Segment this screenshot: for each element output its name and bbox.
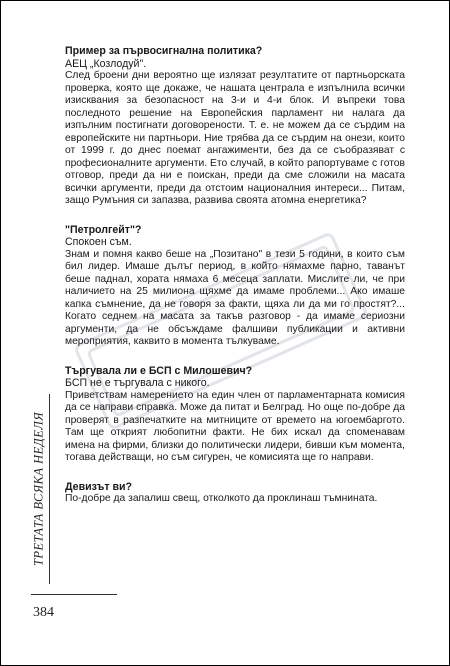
answer-paragraph: По-добре да запалиш свещ, отколкото да проклинаш тъмнината. — [65, 493, 378, 504]
question-text: Търгувала ли е БСП с Милошевич? — [65, 364, 253, 377]
page-number: 384 — [33, 605, 54, 620]
short-answer: БСП не е търгувала с никого. — [65, 377, 210, 389]
vertical-rule — [49, 394, 50, 584]
question-text: Пример за първосигнална политика? — [65, 45, 263, 57]
qa-section — [65, 365, 405, 465]
book-title: ТРЕТАТА ВСЯКА НЕДЕЛЯ — [31, 411, 46, 567]
answer-paragraph: Знам и помня какво беше на „Позитано" в тези 5 години, в които съм бил лидер. Имаше дълъг период, в който нямахме парно, таванът беше паднал, хората нямаха 6 месеца заплати. Мислите ли, че при наличието на 25 милиона щяхме да имаме проблеми... Ако имаше капка съмнение, да не говоря за факти, щяха ли да ми го простят?... Когато седнем на масата за такъв разговор - да имаме сериозни аргументи, да не обсъждаме фалшиви публикации и активни мероприятия, каквито в момента тълкуваме. — [65, 248, 405, 347]
short-answer: Спокоен съм. — [65, 236, 132, 248]
question-text: Девизът ви? — [65, 480, 132, 493]
short-answer: АЕЦ „Козлодуй". — [65, 57, 147, 70]
answer-paragraph: Приветствам намерението на един член от парламентарната комисия да се направи справка. Може да питат и Белград. Но още по-добре да проверят в разпечатките на митниците от времето на югоембаргото. Там ще открият любопитни факти. Не бих искал да споменавам имена на фирми, близки до политически лидери, бивши към момента, тогава действащи, но съм сигурен, че комисията ще го направи. — [65, 389, 405, 463]
qa-section — [65, 224, 405, 349]
qa-section — [65, 45, 405, 208]
horizontal-rule — [31, 594, 117, 595]
article-body — [65, 45, 405, 522]
qa-section — [65, 481, 405, 506]
running-header — [31, 394, 47, 584]
answer-paragraph: След броени дни вероятно ще излязат резултатите от партньорската проверка, която ще докаже, че нашата централа е изпълнила всички изисквания за безопасност на 3-и и 4-и блок. И въпреки това последното решение на Европейския парламент ни налага да изпълним постигнати договорености. Т. е. не можем да се сърдим на европейските ни партньори. Ние трябва да се сърдим на онези, които от 1999 г. до днес поемат ангажименти, без да се съобразяват с професионалните аргументи. Ето случай, в който рапортуваме с готов отговор, преди да ни е поискан, преди да сме сложили на масата всички аргументи, преди да отстоим националния интереси... Питам, защо Румъния си запазва, развива своята атомна енергетика? — [65, 70, 405, 206]
question-text: "Петролгейт"? — [65, 223, 142, 236]
